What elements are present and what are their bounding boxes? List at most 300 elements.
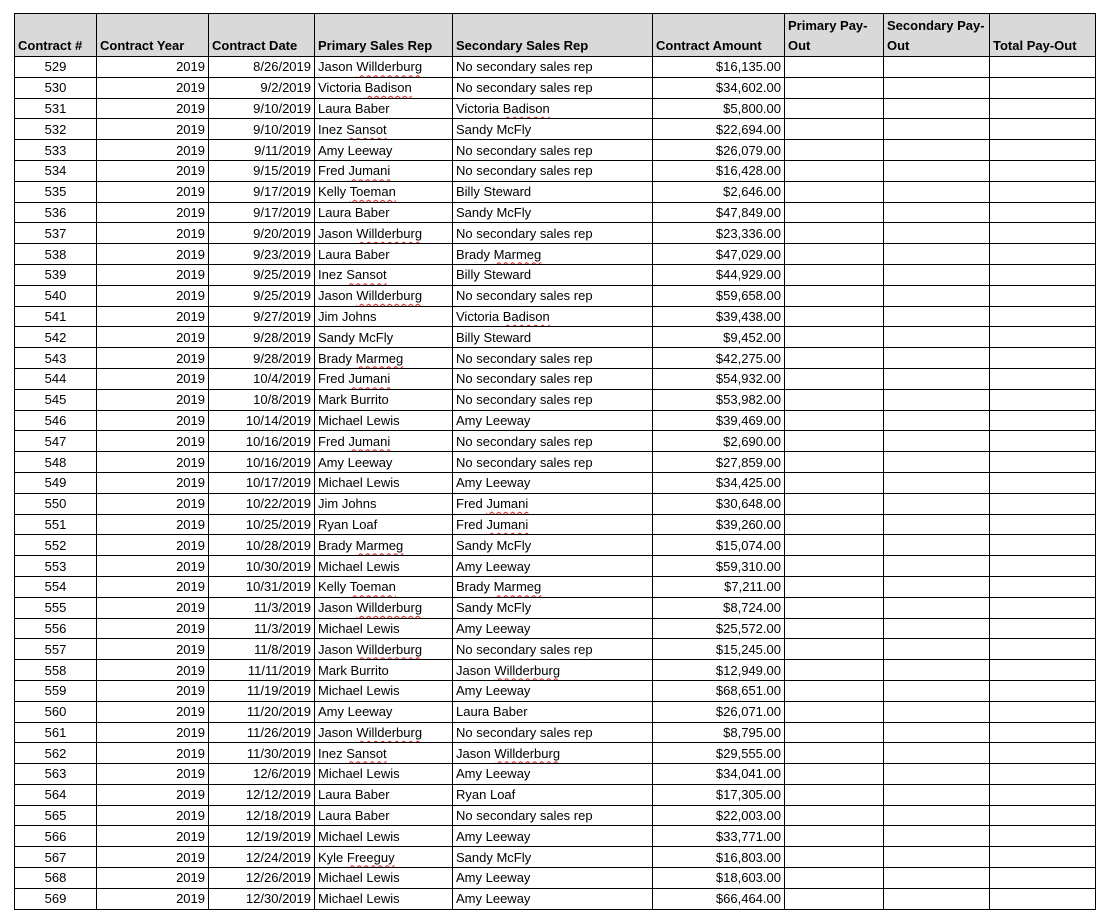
cell-contract-number[interactable] [15, 701, 97, 722]
cell-secondary-sales-rep[interactable] [453, 743, 653, 764]
cell-total-payout[interactable] [990, 888, 1096, 909]
cell-secondary-sales-rep[interactable] [453, 618, 653, 639]
cell-primary-payout[interactable] [785, 576, 884, 597]
cell-secondary-payout[interactable] [884, 639, 990, 660]
cell-secondary-payout[interactable] [884, 514, 990, 535]
cell-contract-date[interactable] [209, 639, 315, 660]
cell-primary-payout[interactable] [785, 348, 884, 369]
cell-total-payout[interactable] [990, 98, 1096, 119]
cell-primary-sales-rep[interactable] [315, 327, 453, 348]
cell-total-payout[interactable] [990, 556, 1096, 577]
cell-contract-amount[interactable] [653, 244, 785, 265]
cell-secondary-payout[interactable] [884, 847, 990, 868]
cell-primary-payout[interactable] [785, 493, 884, 514]
cell-secondary-payout[interactable] [884, 285, 990, 306]
cell-contract-year[interactable] [97, 826, 209, 847]
cell-secondary-payout[interactable] [884, 660, 990, 681]
cell-primary-sales-rep[interactable] [315, 57, 453, 78]
cell-primary-sales-rep[interactable] [315, 244, 453, 265]
cell-secondary-payout[interactable] [884, 597, 990, 618]
cell-primary-payout[interactable] [785, 119, 884, 140]
cell-contract-year[interactable] [97, 722, 209, 743]
cell-contract-year[interactable] [97, 119, 209, 140]
cell-contract-date[interactable] [209, 680, 315, 701]
cell-primary-payout[interactable] [785, 389, 884, 410]
cell-primary-sales-rep[interactable] [315, 618, 453, 639]
cell-contract-year[interactable] [97, 285, 209, 306]
cell-total-payout[interactable] [990, 535, 1096, 556]
cell-primary-payout[interactable] [785, 535, 884, 556]
cell-primary-sales-rep[interactable] [315, 826, 453, 847]
cell-contract-year[interactable] [97, 514, 209, 535]
cell-primary-sales-rep[interactable] [315, 285, 453, 306]
cell-primary-payout[interactable] [785, 160, 884, 181]
cell-contract-number[interactable] [15, 348, 97, 369]
header-cell-secondary-sales-rep[interactable]: Secondary Sales Rep [453, 14, 653, 57]
cell-primary-sales-rep[interactable] [315, 784, 453, 805]
cell-secondary-payout[interactable] [884, 805, 990, 826]
cell-contract-number[interactable] [15, 452, 97, 473]
cell-total-payout[interactable] [990, 244, 1096, 265]
cell-contract-date[interactable] [209, 888, 315, 909]
cell-primary-payout[interactable] [785, 680, 884, 701]
cell-contract-number[interactable] [15, 868, 97, 889]
cell-contract-date[interactable] [209, 160, 315, 181]
cell-contract-number[interactable] [15, 160, 97, 181]
cell-secondary-sales-rep[interactable] [453, 452, 653, 473]
cell-primary-sales-rep[interactable] [315, 888, 453, 909]
cell-contract-number[interactable] [15, 722, 97, 743]
cell-secondary-payout[interactable] [884, 493, 990, 514]
cell-contract-year[interactable] [97, 597, 209, 618]
cell-contract-date[interactable] [209, 514, 315, 535]
cell-secondary-sales-rep[interactable] [453, 556, 653, 577]
cell-contract-date[interactable] [209, 722, 315, 743]
cell-contract-date[interactable] [209, 764, 315, 785]
cell-primary-payout[interactable] [785, 868, 884, 889]
cell-contract-year[interactable] [97, 431, 209, 452]
cell-contract-amount[interactable] [653, 77, 785, 98]
cell-contract-year[interactable] [97, 847, 209, 868]
cell-secondary-payout[interactable] [884, 306, 990, 327]
cell-primary-sales-rep[interactable] [315, 77, 453, 98]
cell-secondary-payout[interactable] [884, 223, 990, 244]
cell-secondary-sales-rep[interactable] [453, 764, 653, 785]
cell-contract-year[interactable] [97, 202, 209, 223]
cell-contract-number[interactable] [15, 389, 97, 410]
cell-contract-amount[interactable] [653, 680, 785, 701]
cell-total-payout[interactable] [990, 743, 1096, 764]
cell-secondary-sales-rep[interactable] [453, 888, 653, 909]
cell-secondary-payout[interactable] [884, 264, 990, 285]
cell-contract-amount[interactable] [653, 306, 785, 327]
cell-primary-sales-rep[interactable] [315, 223, 453, 244]
cell-primary-payout[interactable] [785, 639, 884, 660]
cell-primary-payout[interactable] [785, 847, 884, 868]
cell-contract-year[interactable] [97, 701, 209, 722]
cell-primary-payout[interactable] [785, 701, 884, 722]
cell-contract-date[interactable] [209, 472, 315, 493]
cell-primary-sales-rep[interactable] [315, 160, 453, 181]
cell-contract-year[interactable] [97, 140, 209, 161]
cell-secondary-sales-rep[interactable] [453, 410, 653, 431]
cell-primary-sales-rep[interactable] [315, 597, 453, 618]
cell-secondary-sales-rep[interactable] [453, 514, 653, 535]
cell-contract-amount[interactable] [653, 535, 785, 556]
cell-primary-sales-rep[interactable] [315, 202, 453, 223]
cell-contract-year[interactable] [97, 368, 209, 389]
cell-contract-date[interactable] [209, 223, 315, 244]
cell-primary-payout[interactable] [785, 722, 884, 743]
cell-primary-payout[interactable] [785, 472, 884, 493]
cell-contract-number[interactable] [15, 181, 97, 202]
cell-total-payout[interactable] [990, 680, 1096, 701]
cell-total-payout[interactable] [990, 660, 1096, 681]
cell-primary-sales-rep[interactable] [315, 639, 453, 660]
cell-contract-date[interactable] [209, 805, 315, 826]
cell-secondary-payout[interactable] [884, 618, 990, 639]
cell-total-payout[interactable] [990, 514, 1096, 535]
cell-primary-sales-rep[interactable] [315, 140, 453, 161]
cell-contract-amount[interactable] [653, 327, 785, 348]
cell-contract-number[interactable] [15, 493, 97, 514]
cell-secondary-sales-rep[interactable] [453, 160, 653, 181]
cell-primary-sales-rep[interactable] [315, 389, 453, 410]
cell-primary-payout[interactable] [785, 431, 884, 452]
cell-contract-year[interactable] [97, 680, 209, 701]
cell-contract-date[interactable] [209, 493, 315, 514]
cell-contract-amount[interactable] [653, 722, 785, 743]
cell-contract-number[interactable] [15, 264, 97, 285]
cell-contract-number[interactable] [15, 472, 97, 493]
cell-total-payout[interactable] [990, 202, 1096, 223]
cell-contract-number[interactable] [15, 597, 97, 618]
cell-total-payout[interactable] [990, 140, 1096, 161]
cell-primary-payout[interactable] [785, 888, 884, 909]
cell-contract-date[interactable] [209, 597, 315, 618]
cell-total-payout[interactable] [990, 181, 1096, 202]
cell-total-payout[interactable] [990, 576, 1096, 597]
cell-contract-number[interactable] [15, 140, 97, 161]
cell-primary-payout[interactable] [785, 784, 884, 805]
cell-contract-number[interactable] [15, 660, 97, 681]
cell-contract-date[interactable] [209, 306, 315, 327]
header-cell-primary-sales-rep[interactable]: Primary Sales Rep [315, 14, 453, 57]
cell-primary-sales-rep[interactable] [315, 805, 453, 826]
cell-secondary-sales-rep[interactable] [453, 368, 653, 389]
cell-primary-sales-rep[interactable] [315, 868, 453, 889]
cell-contract-amount[interactable] [653, 472, 785, 493]
cell-contract-number[interactable] [15, 285, 97, 306]
cell-contract-amount[interactable] [653, 181, 785, 202]
cell-secondary-sales-rep[interactable] [453, 472, 653, 493]
cell-contract-year[interactable] [97, 472, 209, 493]
cell-total-payout[interactable] [990, 805, 1096, 826]
cell-contract-amount[interactable] [653, 660, 785, 681]
cell-contract-amount[interactable] [653, 493, 785, 514]
cell-secondary-payout[interactable] [884, 327, 990, 348]
cell-secondary-payout[interactable] [884, 368, 990, 389]
cell-contract-amount[interactable] [653, 160, 785, 181]
cell-secondary-sales-rep[interactable] [453, 639, 653, 660]
cell-primary-payout[interactable] [785, 202, 884, 223]
cell-contract-number[interactable] [15, 680, 97, 701]
cell-contract-amount[interactable] [653, 597, 785, 618]
cell-contract-amount[interactable] [653, 888, 785, 909]
cell-contract-number[interactable] [15, 306, 97, 327]
cell-total-payout[interactable] [990, 639, 1096, 660]
cell-secondary-sales-rep[interactable] [453, 431, 653, 452]
cell-total-payout[interactable] [990, 327, 1096, 348]
cell-contract-date[interactable] [209, 701, 315, 722]
cell-contract-year[interactable] [97, 244, 209, 265]
cell-contract-year[interactable] [97, 223, 209, 244]
cell-contract-year[interactable] [97, 98, 209, 119]
cell-secondary-payout[interactable] [884, 452, 990, 473]
cell-contract-amount[interactable] [653, 389, 785, 410]
cell-contract-amount[interactable] [653, 847, 785, 868]
cell-secondary-payout[interactable] [884, 119, 990, 140]
cell-secondary-sales-rep[interactable] [453, 181, 653, 202]
cell-secondary-sales-rep[interactable] [453, 805, 653, 826]
cell-primary-sales-rep[interactable] [315, 660, 453, 681]
cell-primary-payout[interactable] [785, 514, 884, 535]
cell-contract-number[interactable] [15, 764, 97, 785]
cell-primary-payout[interactable] [785, 285, 884, 306]
cell-secondary-payout[interactable] [884, 57, 990, 78]
cell-contract-number[interactable] [15, 888, 97, 909]
cell-total-payout[interactable] [990, 410, 1096, 431]
cell-contract-date[interactable] [209, 368, 315, 389]
cell-contract-number[interactable] [15, 805, 97, 826]
cell-primary-payout[interactable] [785, 223, 884, 244]
cell-secondary-sales-rep[interactable] [453, 98, 653, 119]
cell-primary-payout[interactable] [785, 57, 884, 78]
cell-primary-sales-rep[interactable] [315, 264, 453, 285]
cell-contract-year[interactable] [97, 660, 209, 681]
cell-contract-date[interactable] [209, 181, 315, 202]
cell-secondary-sales-rep[interactable] [453, 57, 653, 78]
cell-contract-number[interactable] [15, 639, 97, 660]
cell-contract-year[interactable] [97, 535, 209, 556]
cell-primary-payout[interactable] [785, 77, 884, 98]
cell-primary-payout[interactable] [785, 98, 884, 119]
cell-primary-payout[interactable] [785, 306, 884, 327]
cell-total-payout[interactable] [990, 264, 1096, 285]
cell-total-payout[interactable] [990, 285, 1096, 306]
cell-primary-sales-rep[interactable] [315, 119, 453, 140]
cell-primary-sales-rep[interactable] [315, 368, 453, 389]
cell-secondary-payout[interactable] [884, 77, 990, 98]
cell-contract-year[interactable] [97, 452, 209, 473]
cell-secondary-sales-rep[interactable] [453, 244, 653, 265]
cell-contract-year[interactable] [97, 57, 209, 78]
cell-secondary-sales-rep[interactable] [453, 202, 653, 223]
cell-primary-payout[interactable] [785, 556, 884, 577]
cell-contract-year[interactable] [97, 868, 209, 889]
cell-contract-number[interactable] [15, 618, 97, 639]
cell-contract-number[interactable] [15, 202, 97, 223]
cell-total-payout[interactable] [990, 826, 1096, 847]
cell-primary-payout[interactable] [785, 140, 884, 161]
cell-contract-year[interactable] [97, 743, 209, 764]
cell-primary-payout[interactable] [785, 597, 884, 618]
cell-contract-amount[interactable] [653, 431, 785, 452]
cell-total-payout[interactable] [990, 306, 1096, 327]
cell-total-payout[interactable] [990, 722, 1096, 743]
cell-secondary-payout[interactable] [884, 826, 990, 847]
cell-total-payout[interactable] [990, 119, 1096, 140]
cell-primary-payout[interactable] [785, 805, 884, 826]
cell-contract-year[interactable] [97, 618, 209, 639]
cell-contract-year[interactable] [97, 327, 209, 348]
cell-contract-number[interactable] [15, 847, 97, 868]
cell-contract-amount[interactable] [653, 57, 785, 78]
cell-total-payout[interactable] [990, 223, 1096, 244]
cell-secondary-payout[interactable] [884, 888, 990, 909]
cell-primary-sales-rep[interactable] [315, 493, 453, 514]
cell-total-payout[interactable] [990, 389, 1096, 410]
cell-contract-amount[interactable] [653, 576, 785, 597]
cell-secondary-payout[interactable] [884, 764, 990, 785]
header-cell-secondary-payout[interactable]: Secondary Pay-Out [884, 14, 990, 57]
cell-total-payout[interactable] [990, 348, 1096, 369]
cell-secondary-sales-rep[interactable] [453, 140, 653, 161]
cell-total-payout[interactable] [990, 472, 1096, 493]
cell-total-payout[interactable] [990, 764, 1096, 785]
cell-contract-number[interactable] [15, 556, 97, 577]
cell-primary-sales-rep[interactable] [315, 181, 453, 202]
cell-secondary-payout[interactable] [884, 535, 990, 556]
cell-contract-number[interactable] [15, 535, 97, 556]
cell-secondary-sales-rep[interactable] [453, 285, 653, 306]
cell-contract-date[interactable] [209, 452, 315, 473]
cell-contract-amount[interactable] [653, 639, 785, 660]
cell-contract-year[interactable] [97, 576, 209, 597]
cell-contract-amount[interactable] [653, 826, 785, 847]
cell-total-payout[interactable] [990, 868, 1096, 889]
cell-contract-date[interactable] [209, 784, 315, 805]
cell-contract-date[interactable] [209, 202, 315, 223]
cell-primary-sales-rep[interactable] [315, 452, 453, 473]
cell-contract-year[interactable] [97, 784, 209, 805]
cell-contract-year[interactable] [97, 348, 209, 369]
cell-contract-date[interactable] [209, 285, 315, 306]
cell-primary-sales-rep[interactable] [315, 98, 453, 119]
cell-contract-number[interactable] [15, 514, 97, 535]
cell-contract-amount[interactable] [653, 618, 785, 639]
cell-total-payout[interactable] [990, 160, 1096, 181]
cell-secondary-sales-rep[interactable] [453, 119, 653, 140]
cell-contract-number[interactable] [15, 77, 97, 98]
cell-primary-sales-rep[interactable] [315, 743, 453, 764]
cell-contract-amount[interactable] [653, 868, 785, 889]
cell-secondary-payout[interactable] [884, 472, 990, 493]
cell-total-payout[interactable] [990, 77, 1096, 98]
cell-contract-date[interactable] [209, 618, 315, 639]
cell-primary-payout[interactable] [785, 764, 884, 785]
cell-primary-sales-rep[interactable] [315, 431, 453, 452]
cell-total-payout[interactable] [990, 57, 1096, 78]
cell-primary-payout[interactable] [785, 244, 884, 265]
cell-contract-number[interactable] [15, 57, 97, 78]
cell-contract-year[interactable] [97, 888, 209, 909]
cell-secondary-payout[interactable] [884, 98, 990, 119]
cell-contract-amount[interactable] [653, 223, 785, 244]
cell-secondary-sales-rep[interactable] [453, 597, 653, 618]
cell-contract-date[interactable] [209, 556, 315, 577]
cell-secondary-payout[interactable] [884, 576, 990, 597]
header-cell-contract-year[interactable]: Contract Year [97, 14, 209, 57]
cell-contract-amount[interactable] [653, 784, 785, 805]
header-cell-total-payout[interactable]: Total Pay-Out [990, 14, 1096, 57]
cell-secondary-payout[interactable] [884, 701, 990, 722]
cell-contract-number[interactable] [15, 368, 97, 389]
cell-contract-number[interactable] [15, 223, 97, 244]
cell-contract-date[interactable] [209, 431, 315, 452]
cell-contract-date[interactable] [209, 77, 315, 98]
cell-secondary-sales-rep[interactable] [453, 493, 653, 514]
header-cell-contract-date[interactable]: Contract Date [209, 14, 315, 57]
cell-total-payout[interactable] [990, 847, 1096, 868]
cell-primary-payout[interactable] [785, 327, 884, 348]
cell-contract-amount[interactable] [653, 805, 785, 826]
cell-primary-sales-rep[interactable] [315, 701, 453, 722]
cell-primary-sales-rep[interactable] [315, 680, 453, 701]
cell-secondary-payout[interactable] [884, 431, 990, 452]
cell-primary-payout[interactable] [785, 181, 884, 202]
cell-primary-sales-rep[interactable] [315, 348, 453, 369]
cell-secondary-sales-rep[interactable] [453, 306, 653, 327]
cell-secondary-payout[interactable] [884, 348, 990, 369]
cell-primary-sales-rep[interactable] [315, 472, 453, 493]
cell-contract-year[interactable] [97, 181, 209, 202]
cell-contract-amount[interactable] [653, 264, 785, 285]
cell-secondary-sales-rep[interactable] [453, 722, 653, 743]
cell-total-payout[interactable] [990, 784, 1096, 805]
cell-total-payout[interactable] [990, 368, 1096, 389]
cell-primary-sales-rep[interactable] [315, 847, 453, 868]
cell-secondary-payout[interactable] [884, 181, 990, 202]
cell-contract-year[interactable] [97, 77, 209, 98]
cell-primary-payout[interactable] [785, 264, 884, 285]
cell-secondary-payout[interactable] [884, 389, 990, 410]
cell-secondary-payout[interactable] [884, 556, 990, 577]
cell-secondary-sales-rep[interactable] [453, 784, 653, 805]
cell-contract-amount[interactable] [653, 556, 785, 577]
cell-secondary-sales-rep[interactable] [453, 660, 653, 681]
cell-total-payout[interactable] [990, 431, 1096, 452]
cell-contract-amount[interactable] [653, 514, 785, 535]
cell-contract-amount[interactable] [653, 202, 785, 223]
cell-contract-date[interactable] [209, 57, 315, 78]
cell-secondary-sales-rep[interactable] [453, 77, 653, 98]
cell-contract-number[interactable] [15, 244, 97, 265]
cell-contract-year[interactable] [97, 639, 209, 660]
cell-total-payout[interactable] [990, 452, 1096, 473]
cell-contract-year[interactable] [97, 306, 209, 327]
cell-contract-amount[interactable] [653, 764, 785, 785]
header-cell-contract-amount[interactable]: Contract Amount [653, 14, 785, 57]
cell-contract-year[interactable] [97, 264, 209, 285]
cell-contract-number[interactable] [15, 576, 97, 597]
cell-secondary-sales-rep[interactable] [453, 535, 653, 556]
cell-contract-amount[interactable] [653, 119, 785, 140]
cell-primary-payout[interactable] [785, 410, 884, 431]
cell-secondary-sales-rep[interactable] [453, 223, 653, 244]
cell-contract-date[interactable] [209, 244, 315, 265]
cell-contract-year[interactable] [97, 764, 209, 785]
